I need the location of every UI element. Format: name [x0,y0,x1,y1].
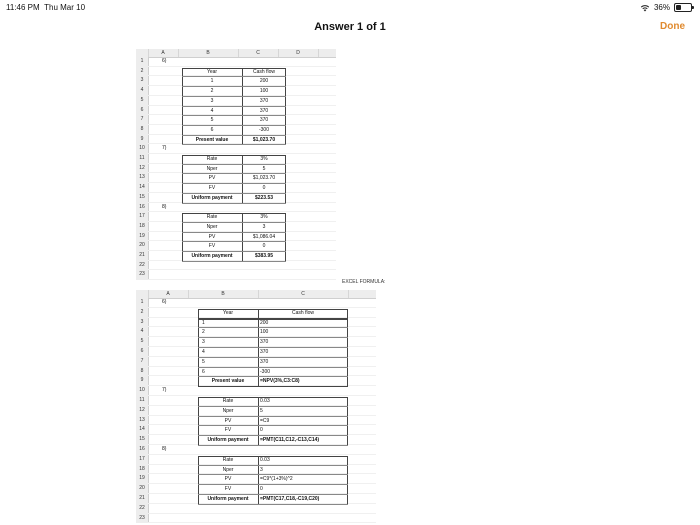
uniform-payment-label: Uniform payment [191,253,233,259]
row-header-14[interactable]: 14 [139,184,145,191]
row-header-18[interactable]: 18 [139,465,145,472]
row-header-22[interactable]: 22 [139,504,145,511]
row-header-22[interactable]: 22 [139,261,145,268]
status-date: Thu Mar 10 [44,3,86,12]
uniform-payment-label: Uniform payment [191,194,233,201]
input-label: Rate [222,398,234,404]
input-value: 0 [260,486,263,493]
status-bar [0,0,700,16]
row-header-5[interactable]: 5 [140,96,144,103]
question-label: 8) [162,446,167,452]
present-value-result: $1,023.70 [252,136,276,143]
input-value: =C9*(1+3%)^2 [260,476,293,483]
formula-caption: EXCEL FORMULA: [342,279,386,285]
row-header-23[interactable]: 23 [139,514,145,521]
input-value: 3% [260,214,268,221]
year-cell: 4 [202,349,205,355]
year-cell: 3 [210,97,214,104]
input-label: FV [224,486,232,493]
year-cell: 6 [202,368,205,375]
uniform-payment-result: $223.53 [254,194,274,201]
column-header-c[interactable]: C [238,49,279,57]
year-cell: 5 [210,117,214,124]
row-header-2[interactable]: 2 [140,67,144,74]
row-header-9[interactable]: 9 [140,377,144,384]
column-header-d[interactable]: D [278,49,319,57]
cash-flow-cell: 370 [260,349,269,355]
column-header-c[interactable]: C [258,290,349,298]
input-label: PV [208,175,216,182]
uniform-payment-formula: =PMT(C17,C18,-C19,C20) [260,496,320,502]
cash-flow-cell: 370 [259,117,269,124]
row-header-10[interactable]: 10 [139,145,145,152]
cash-flow-cell: 200 [260,319,269,326]
row-header-20[interactable]: 20 [139,242,145,249]
question-6-label: 6) [162,299,167,305]
input-label: Rate [206,214,218,221]
row-header-19[interactable]: 19 [139,475,145,482]
year-cell: 1 [210,78,214,85]
input-label: PV [224,417,232,424]
battery-level [676,5,681,10]
gridline [148,279,336,280]
row-header-3[interactable]: 3 [140,77,144,84]
year-cell: 2 [202,329,205,336]
done-button[interactable]: Done [660,21,685,32]
row-header-17[interactable]: 17 [139,213,145,220]
input-value: $1,086.04 [252,233,276,240]
row-header-4[interactable]: 4 [140,87,144,94]
row-header-17[interactable]: 17 [139,455,145,462]
input-label: Nper [222,466,234,473]
year-header: Year [206,68,218,75]
uniform-payment-formula: =PMT(C11,C12,-C13,C14) [260,437,320,444]
year-cell: 6 [210,126,214,133]
row-header-8[interactable]: 8 [140,367,144,374]
row-header-19[interactable]: 19 [139,232,145,239]
column-header-a[interactable]: A [148,49,179,57]
year-cell: 1 [202,319,205,326]
row-header-21[interactable]: 21 [139,495,145,501]
row-header-18[interactable]: 18 [139,222,145,229]
cash-flow-cell: 100 [260,329,269,336]
cash-flow-header: Cash flow [292,309,314,316]
gridline [148,513,376,514]
row-header-15[interactable]: 15 [139,193,145,200]
uniform-payment-result: $383.95 [254,253,274,259]
input-value: 5 [260,407,263,414]
column-header-b[interactable]: B [178,49,239,57]
input-value: 0 [262,243,266,250]
input-value: 0 [262,185,266,192]
row-header-12[interactable]: 12 [139,164,145,171]
battery-percent: 36% [653,3,670,12]
row-header-23[interactable]: 23 [139,271,145,278]
input-value: 3% [260,156,268,162]
column-header-b[interactable]: B [188,290,259,298]
row-header-20[interactable]: 20 [139,485,145,492]
row-header-6[interactable]: 6 [140,348,144,354]
input-label: PV [224,476,232,483]
column-header-a[interactable]: A [148,290,189,298]
row-header-13[interactable]: 13 [139,416,145,423]
spreadsheet-formulas [136,290,376,525]
gridline [148,454,376,455]
gridline [148,307,376,308]
row-header-15[interactable]: 15 [139,436,145,443]
row-header-4[interactable]: 4 [140,328,144,335]
cash-flow-cell: 200 [259,78,269,85]
row-header-12[interactable]: 12 [139,406,145,413]
status-time: 11:46 PM [6,3,40,12]
row-header-11[interactable]: 11 [139,155,145,161]
input-value: 3 [260,466,263,473]
cash-flow-cell: 370 [259,107,269,114]
input-value: 0.03 [260,398,270,404]
cash-flow-cell: 370 [260,339,269,346]
page-title: Answer 1 of 1 [314,21,386,33]
input-value: =C9 [260,417,270,424]
gridline [148,269,336,270]
question-label: 7) [162,145,167,152]
question-label: 8) [162,203,167,210]
battery-icon [674,3,692,12]
year-header: Year [222,309,234,316]
input-value: 5 [262,165,266,172]
input-label: Nper [206,223,218,230]
answer-column-divider [258,456,259,505]
row-header-21[interactable]: 21 [139,252,145,258]
input-value: $1,023.70 [252,175,276,182]
input-value: 3 [262,223,266,230]
uniform-payment-label: Uniform payment [207,496,249,502]
cash-flow-cell: 100 [259,88,269,95]
row-header-3[interactable]: 3 [140,318,144,325]
row-header-1[interactable]: 1 [140,299,144,305]
cash-flow-cell: -300 [260,368,271,375]
input-label: Rate [222,456,234,463]
cash-flow-header: Cash flow [253,68,275,75]
input-label: Nper [222,407,234,414]
answer-column-divider [258,397,259,446]
row-header-16[interactable]: 16 [139,203,145,210]
input-value: 0 [260,427,263,434]
year-cell: 5 [202,358,205,365]
gridline [148,395,376,396]
status-indicators [640,3,692,12]
row-header-8[interactable]: 8 [140,125,144,132]
spreadsheet-values [136,49,336,280]
row-header-2[interactable]: 2 [140,308,144,315]
input-label: Nper [206,165,218,172]
gridline [148,522,376,523]
status-time-date [6,3,85,12]
input-label: PV [208,233,216,240]
input-value: 0.03 [260,456,270,463]
present-value-label: Present value [195,136,229,143]
present-value-label: Present value [211,378,245,385]
row-header-9[interactable]: 9 [140,135,144,142]
cash-flow-cell: 370 [259,97,269,104]
row-header-14[interactable]: 14 [139,426,145,433]
input-label: FV [208,243,216,250]
row-header-7[interactable]: 7 [140,116,144,123]
input-label: FV [224,427,232,434]
cash-flow-cell: -300 [258,126,269,133]
input-label: FV [208,185,216,192]
row-header-11[interactable]: 11 [139,397,145,403]
year-cell: 3 [202,339,205,346]
row-header-6[interactable]: 6 [140,106,144,113]
year-cell: 4 [210,107,214,114]
row-header-16[interactable]: 16 [139,446,145,452]
row-header-13[interactable]: 13 [139,174,145,181]
wifi-icon [640,4,650,12]
present-value-formula: =NPV(3%,C3:C8) [260,378,300,385]
row-header-7[interactable]: 7 [140,357,144,364]
year-cell: 2 [210,88,214,95]
question-label: 7) [162,387,167,394]
cash-flow-cell: 370 [260,358,269,365]
uniform-payment-label: Uniform payment [207,437,249,444]
input-label: Rate [206,156,218,162]
row-header-5[interactable]: 5 [140,338,144,345]
row-header-10[interactable]: 10 [139,387,145,394]
question-6-label: 6) [162,58,167,64]
row-header-1[interactable]: 1 [140,58,144,64]
